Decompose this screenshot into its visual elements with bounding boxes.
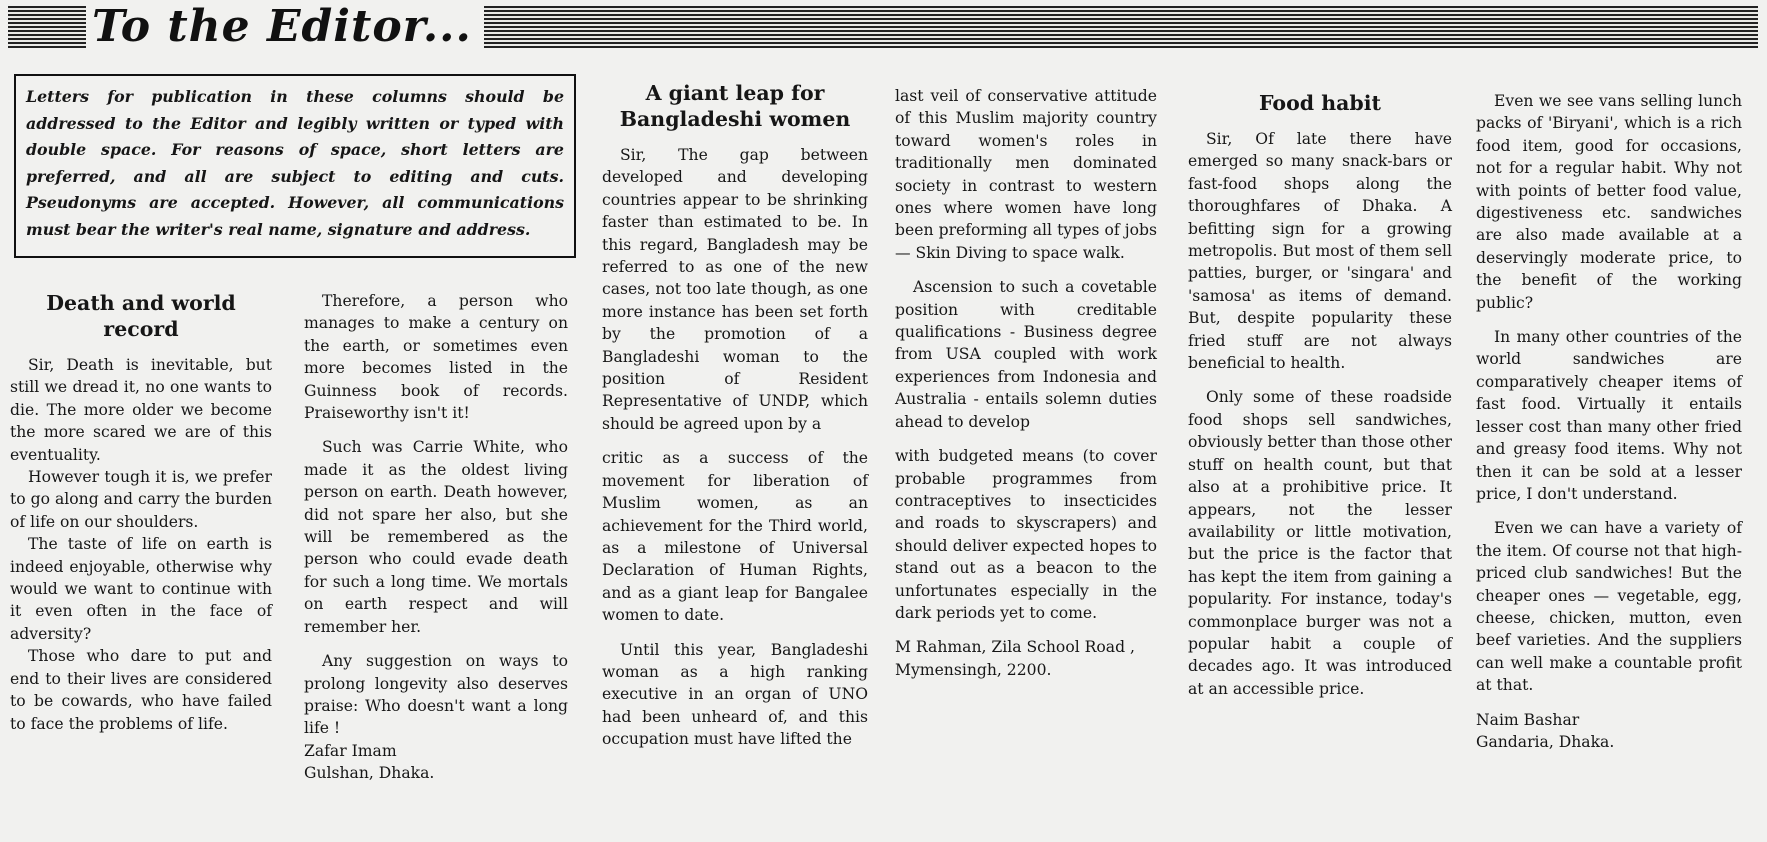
paragraph: Such was Carrie White, who made it as the oldest living person on earth. Death however, did not spare her also, but she will be remembered as the person who could evade death for such a long time. We mortals on earth respect and will remember her.: [304, 438, 568, 636]
letter-death-col2: [304, 290, 568, 785]
paragraph: Those who dare to put and end to their lives are considered to be cowards, who have failed to face the problems of life.: [10, 647, 272, 733]
letter-leap-title: A giant leap for Bangladeshi women: [619, 81, 851, 131]
paragraph: Until this year, Bangladeshi woman as a high ranking executive in an organ of UNO had been unheard of, and this occupation must have lifted the: [602, 640, 868, 749]
signature-name: Zafar Imam: [304, 741, 397, 760]
paragraph: Sir, Death is inevitable, but still we dread it, no one wants to die. The more older we become the more scared we are of this eventuality.: [10, 356, 272, 464]
letter-food-col2: [1476, 90, 1742, 753]
paragraph: The taste of life on earth is indeed enjoyable, otherwise why would we want to continue with it even often in the face of adversity?: [10, 535, 272, 643]
signature-place: Gandaria, Dhaka.: [1476, 732, 1615, 751]
signature: [304, 740, 568, 785]
signature: M Rahman, Zila School Road , Mymensingh, 2200.: [895, 638, 1135, 679]
paragraph: critic as a success of the movement for liberation of Muslim women, as an achievement for the Third world, as a milestone of Universal Declaration of Human Rights, and as a giant leap for Bangalee women to date.: [602, 449, 868, 625]
letter-leap-col1: [602, 80, 868, 751]
signature-place: Gulshan, Dhaka.: [304, 764, 435, 783]
submission-notice: Letters for publication in these columns should be addressed to the Editor and legibly written or typed with double space. For reasons of space, short letters are preferred, and all are subject to editing and cuts. Pseudonyms are accepted. However, all communications must bear the writer's real name, signature and address.: [14, 74, 576, 258]
paragraph: Ascension to such a covetable position with creditable qualifications - Business degree from USA coupled with work experiences from Indonesia and Australia - entails solemn duties ahead to develop: [895, 278, 1157, 431]
paragraph: Even we see vans selling lunch packs of 'Biryani', which is a rich food item, good for occasions, not for a regular habit. Why not with points of better food value, digestiveness etc. sandwiches are also made available at a deservingly moderate price, to the benefit of the working public?: [1476, 92, 1742, 312]
letter-food-title: Food habit: [1258, 91, 1382, 115]
paragraph: Only some of these roadside food shops sell sandwiches, obviously better than those other stuff on health count, but that also at a prohibitive price. It appears, not the lesser availability or little motivation, but the price is the factor that has kept the item from gaining a popularity. For instance, today's commonplace burger was not a popular habit a couple of decades ago. It was introduced at an accessible price.: [1188, 388, 1452, 698]
paragraph: Even we can have a variety of the item. Of course not that high-priced club sandwiches! But the cheaper ones — vegetable, egg, cheese, chicken, mutton, even beef varieties. And the suppliers can well make a countable profit at that.: [1476, 519, 1742, 695]
paragraph: However tough it is, we prefer to go along and carry the burden of life on our shoulders.: [10, 468, 272, 531]
paragraph: In many other countries of the world sandwiches are comparatively cheaper items of fast food. Virtually it entails lesser cost than many other fried and greasy food items. Why not then it can be sold at a lesser price, I don't understand.: [1476, 328, 1742, 503]
editor-banner: [8, 6, 1758, 48]
paragraph: last veil of conservative attitude of this Muslim majority country toward women's roles in traditionally men dominated society in contrast to western ones where women have long been preforming all types of jobs — Skin Diving to space walk.: [895, 87, 1157, 262]
section-title: To the Editor...: [86, 6, 484, 48]
signature-name: Naim Bashar: [1476, 710, 1580, 729]
paragraph: Therefore, a person who manages to make a century on the earth, or sometimes even more becomes listed in the Guinness book of records. Praiseworthy isn't it!: [304, 292, 568, 423]
paragraph: Any suggestion on ways to prolong longevity also deserves praise: Who doesn't want a long life !: [304, 652, 568, 738]
letter-death-col1: [10, 290, 272, 735]
paragraph: Sir, The gap between developed and developing countries appear to be shrinking faster than estimated to be. In this regard, Bangladesh may be referred to as one of the new cases, not too late though, as one more instance has been set forth by the promotion of a Bangladeshi woman to the position of Resident Representative of UNDP, which should be agreed upon by a: [602, 146, 868, 433]
signature: [1476, 709, 1742, 754]
letter-death-title: Death and world record: [46, 291, 236, 341]
letter-food-col1: [1188, 90, 1452, 700]
paragraph: Sir, Of late there have emerged so many snack-bars or fast-food shops along the thoroughfares of Dhaka. A befitting sign for a growing metropolis. But most of them sell patties, burger, or 'singara' and 'samosa' as items of demand. But, despite popularity these fried stuff are not always beneficial to health.: [1188, 130, 1452, 373]
letter-leap-col2: [895, 85, 1157, 681]
paragraph: with budgeted means (to cover probable programmes from contraceptives to insecticides and roads to skyscrapers) and should deliver expected hopes to stand out as a beacon to the unfortunates especially in the dark periods yet to come.: [895, 447, 1157, 622]
